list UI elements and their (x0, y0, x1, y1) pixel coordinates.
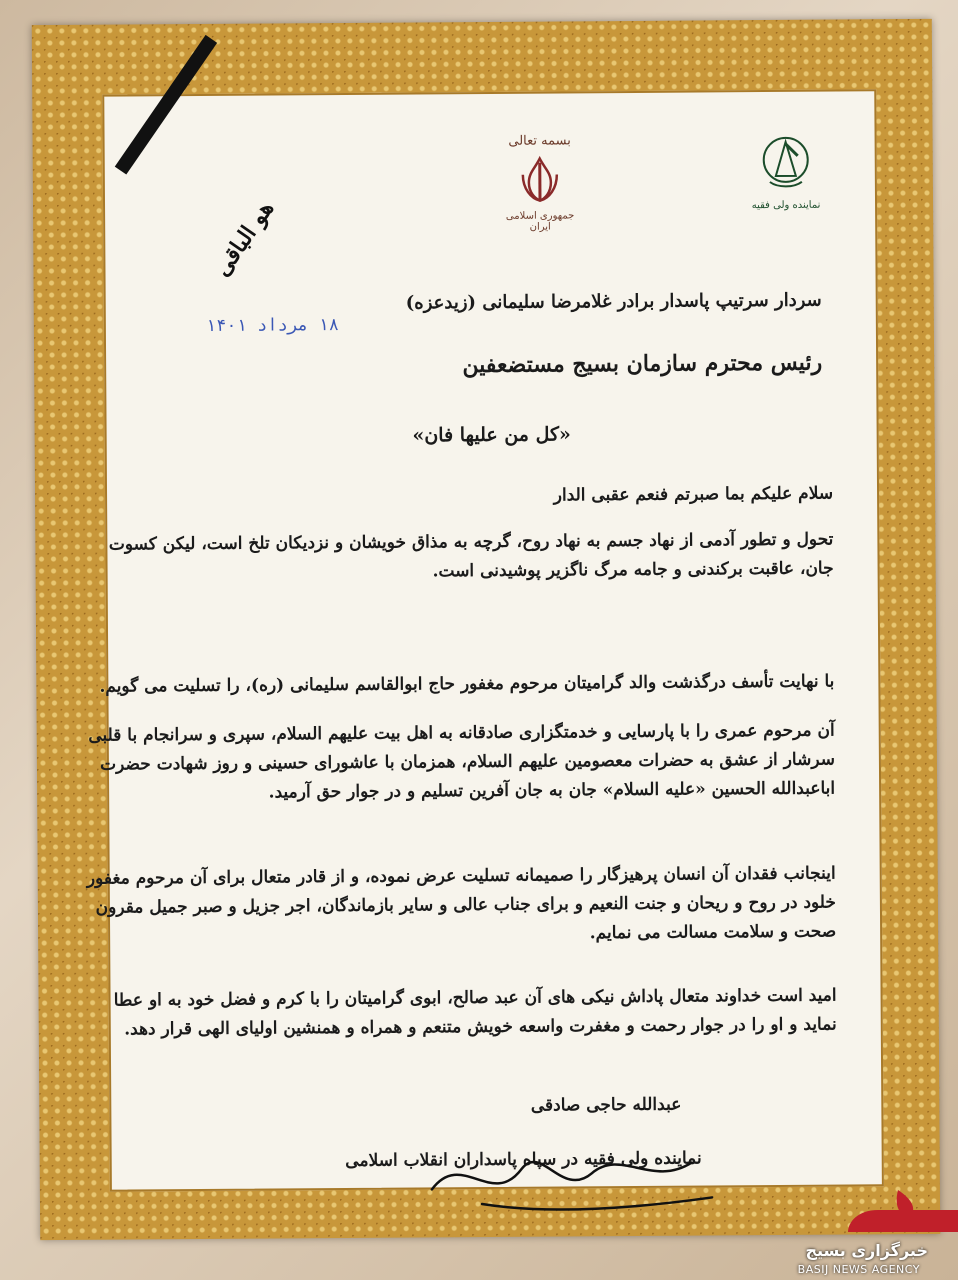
mourning-band (115, 35, 217, 175)
letter-paper (32, 19, 940, 1240)
handwritten-signature (421, 1127, 722, 1219)
bism-text: بسمه تعالی (508, 133, 571, 149)
paragraph-body: اینجانب فقدان آن انسان پرهیزگار را صمیمانه تسلیت عرض نموده، و از قادر متعال برای آن مرحوم مغفور خلود در روح و ریحان و جنت النعیم و برای جناب عالی و سایر بازماندگان، اجر جزیل و صبر جمیل مقرون صحت و سلامت مسالت می نمایم. (86, 863, 837, 944)
ribbon-text: هو الباقی (209, 196, 280, 282)
agency-name-fa: خبرگزاری بسیج (805, 1241, 928, 1260)
iran-emblem-block (495, 133, 586, 233)
letter-inner-panel (86, 89, 884, 1191)
representative-text: نماینده ولی فقیه (751, 199, 821, 212)
quote-line: «کل من علیها فان» (412, 423, 571, 447)
paragraph-body: آن مرحوم عمری را با پارسایی و خدمتگزاری صادقانه به اهل بیت علیهم السلام، سپری و سرانجام با قلبی سرشار از عشق به حضرات معصومین علیهم السلام، همزمان با عاشورای حسینی و روز شهادت حضرت اباعبدالله الحسین «علیه السلام» جان به جان آفرین تسلیم و در جوار حق آرمید. (88, 720, 836, 803)
agency-name-en: BASIJ NEWS AGENCY (797, 1263, 920, 1276)
addressee-line-2: رئیس محترم سازمان بسیج مستضعفین (462, 349, 823, 379)
paragraph-condolence: با نهایت تأسف درگذشت والد گرامیتان مرحوم مغفور حاج ابوالقاسم سلیمانی (ره)، را تسلیت می گویم. (99, 671, 835, 697)
irgc-emblem-block (751, 132, 822, 211)
paragraph-body: تحول و تطور آدمی از نهاد جسم به نهاد روح، گرچه به مذاق خویشان و نزدیکان تلخ است، لیکن کسوت جان، عاقبت برکندنی و جامه مرگ ناگزیر پوشیدنی است. (108, 529, 834, 582)
signer-name: عبدالله حاجی صادقی (530, 1094, 682, 1116)
jomhouri-text: جمهوری اسلامی ایران (505, 210, 575, 233)
iran-emblem-icon (515, 154, 565, 204)
date-stamp: ۱۸ مرداد ۱۴۰۱ (205, 315, 340, 336)
irgc-emblem-icon (758, 132, 814, 192)
paragraph-greeting: سلام علیکم بما صبرتم فنعم عقبی الدار (553, 483, 834, 506)
addressee-line-1: سردار سرتیپ پاسدار برادر غلامرضا سلیمانی (زیدعزه) (405, 289, 822, 314)
paragraph-closing: امید است خداوند متعال پاداش نیکی های آن عبد صالح، ابوی گرامیتان را با کرم و فضل خود به او عطا نماید و او را در جوار رحمت و مغفرت واسعه خویش متنعم و همراه و همنشین اولیای الهی قرار دهد. (113, 985, 837, 1040)
signer-title: نماینده ولی فقیه در سپاه پاسداران انقلاب اسلامی (345, 1148, 702, 1171)
